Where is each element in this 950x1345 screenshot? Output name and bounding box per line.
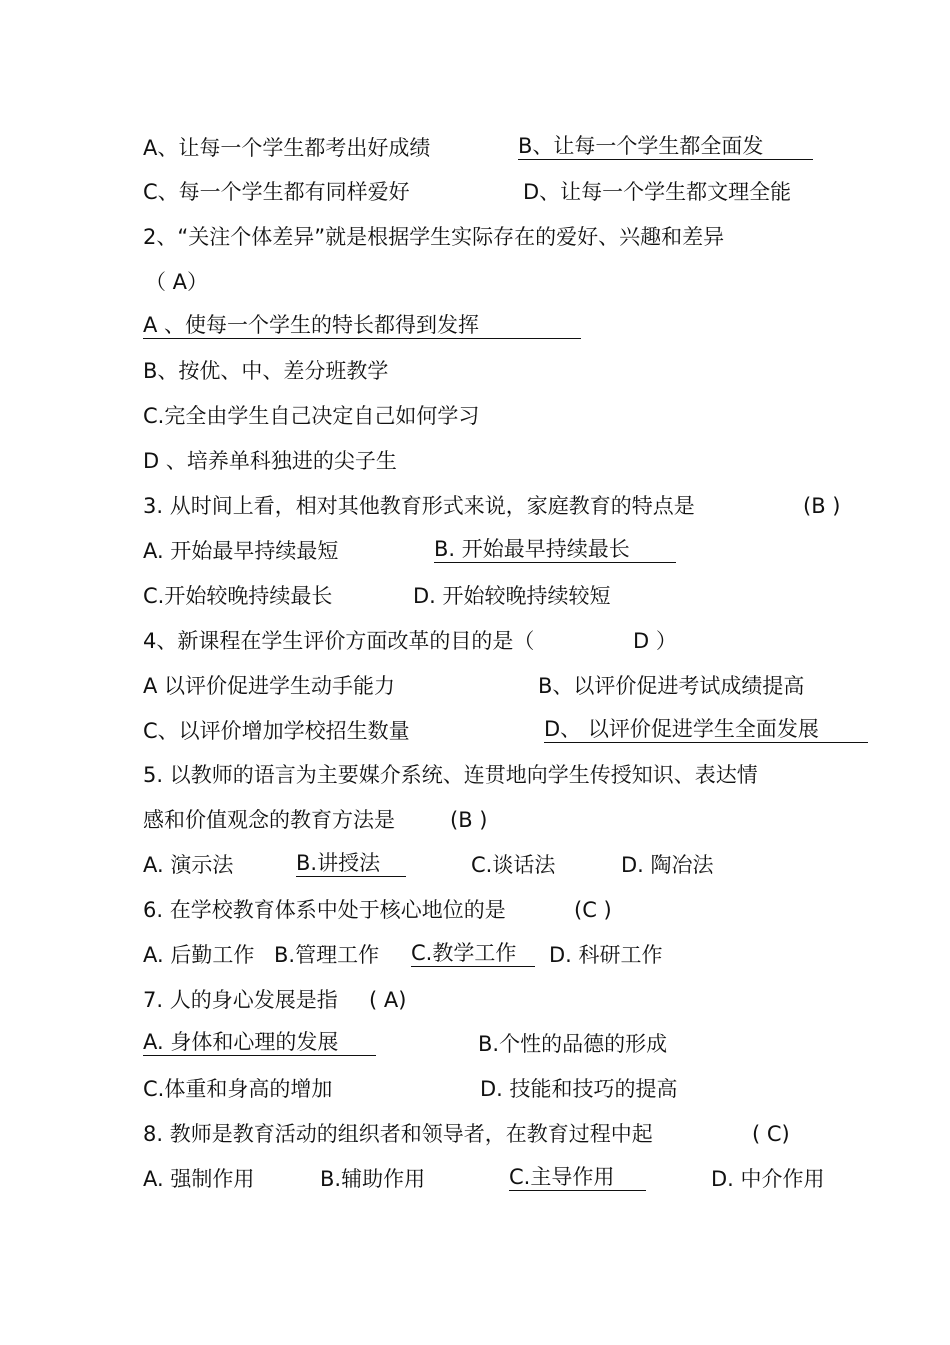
q2-stem-text: 2、“关注个体差异”就是根据学生实际存在的爱好、兴趣和差异 bbox=[143, 225, 725, 249]
q1-option-b-correct: B、让每一个学生都全面发 bbox=[518, 133, 813, 160]
q2-answer: （ A） bbox=[145, 270, 209, 294]
q2-option-a-correct: A 、使每一个学生的特长都得到发挥 bbox=[143, 312, 581, 339]
q4-option-d-correct: D、 以评价促进学生全面发展 bbox=[544, 716, 868, 743]
q8-option-b: B.辅助作用 bbox=[320, 1167, 426, 1191]
q4-answer: D ） bbox=[633, 629, 677, 653]
q7-answer: ( A) bbox=[369, 988, 407, 1012]
q7-option-d: D. 技能和技巧的提高 bbox=[480, 1077, 678, 1101]
q2-option-c: C.完全由学生自己决定自己如何学习 bbox=[143, 404, 480, 428]
q3-option-d: D. 开始较晚持续较短 bbox=[413, 584, 611, 608]
q5-stem-text-1: 5. 以教师的语言为主要媒介系统、连贯地向学生传授知识、表达情 bbox=[143, 763, 758, 787]
q8-stem-text: 8. 教师是教育活动的组织者和领导者，在教育过程中起 bbox=[143, 1122, 653, 1146]
q6-answer: (C ) bbox=[574, 898, 612, 922]
q5-option-b-correct: B.讲授法 bbox=[296, 850, 406, 877]
q6-stem-text: 6. 在学校教育体系中处于核心地位的是 bbox=[143, 898, 506, 922]
q4-option-b: B、以评价促进考试成绩提高 bbox=[538, 674, 805, 698]
q2-option-d: D 、培养单科独进的尖子生 bbox=[143, 449, 397, 473]
q5-option-c: C.谈话法 bbox=[471, 853, 556, 877]
q3-option-c: C.开始较晚持续最长 bbox=[143, 584, 333, 608]
q5-option-d: D. 陶冶法 bbox=[621, 853, 714, 877]
q7-stem-text: 7. 人的身心发展是指 bbox=[143, 988, 338, 1012]
q7-option-b: B.个性的品德的形成 bbox=[478, 1032, 668, 1056]
q7-option-c: C.体重和身高的增加 bbox=[143, 1077, 333, 1101]
q7-option-a-correct: A. 身体和心理的发展 bbox=[143, 1029, 376, 1056]
q8-option-c-correct: C.主导作用 bbox=[509, 1164, 646, 1191]
q8-option-d: D. 中介作用 bbox=[711, 1167, 825, 1191]
q1-option-d: D、让每一个学生都文理全能 bbox=[523, 180, 792, 204]
q5-option-a: A. 演示法 bbox=[143, 853, 234, 877]
q3-stem-text: 3. 从时间上看，相对其他教育形式来说，家庭教育的特点是 bbox=[143, 494, 695, 518]
q6-option-d: D. 科研工作 bbox=[549, 943, 663, 967]
q3-option-a: A. 开始最早持续最短 bbox=[143, 539, 339, 563]
q1-option-c: C、每一个学生都有同样爱好 bbox=[143, 180, 410, 204]
q6-option-c-correct: C.教学工作 bbox=[411, 940, 535, 967]
q4-option-c: C、以评价增加学校招生数量 bbox=[143, 719, 410, 743]
q5-stem-text-2: 感和价值观念的教育方法是 bbox=[143, 808, 395, 832]
q8-option-a: A. 强制作用 bbox=[143, 1167, 255, 1191]
q1-option-a: A、让每一个学生都考出好成绩 bbox=[143, 136, 431, 160]
q2-option-b: B、按优、中、差分班教学 bbox=[143, 359, 389, 383]
q3-option-b-correct: B. 开始最早持续最长 bbox=[434, 536, 676, 563]
q8-answer: ( C) bbox=[752, 1122, 790, 1146]
q5-answer: (B ) bbox=[450, 808, 488, 832]
q4-stem-text: 4、新课程在学生评价方面改革的目的是（ bbox=[143, 629, 535, 653]
q6-option-b: B.管理工作 bbox=[274, 943, 380, 967]
q3-answer: (B ) bbox=[803, 494, 841, 518]
q6-option-a: A. 后勤工作 bbox=[143, 943, 255, 967]
q4-option-a: A 以评价促进学生动手能力 bbox=[143, 674, 396, 698]
